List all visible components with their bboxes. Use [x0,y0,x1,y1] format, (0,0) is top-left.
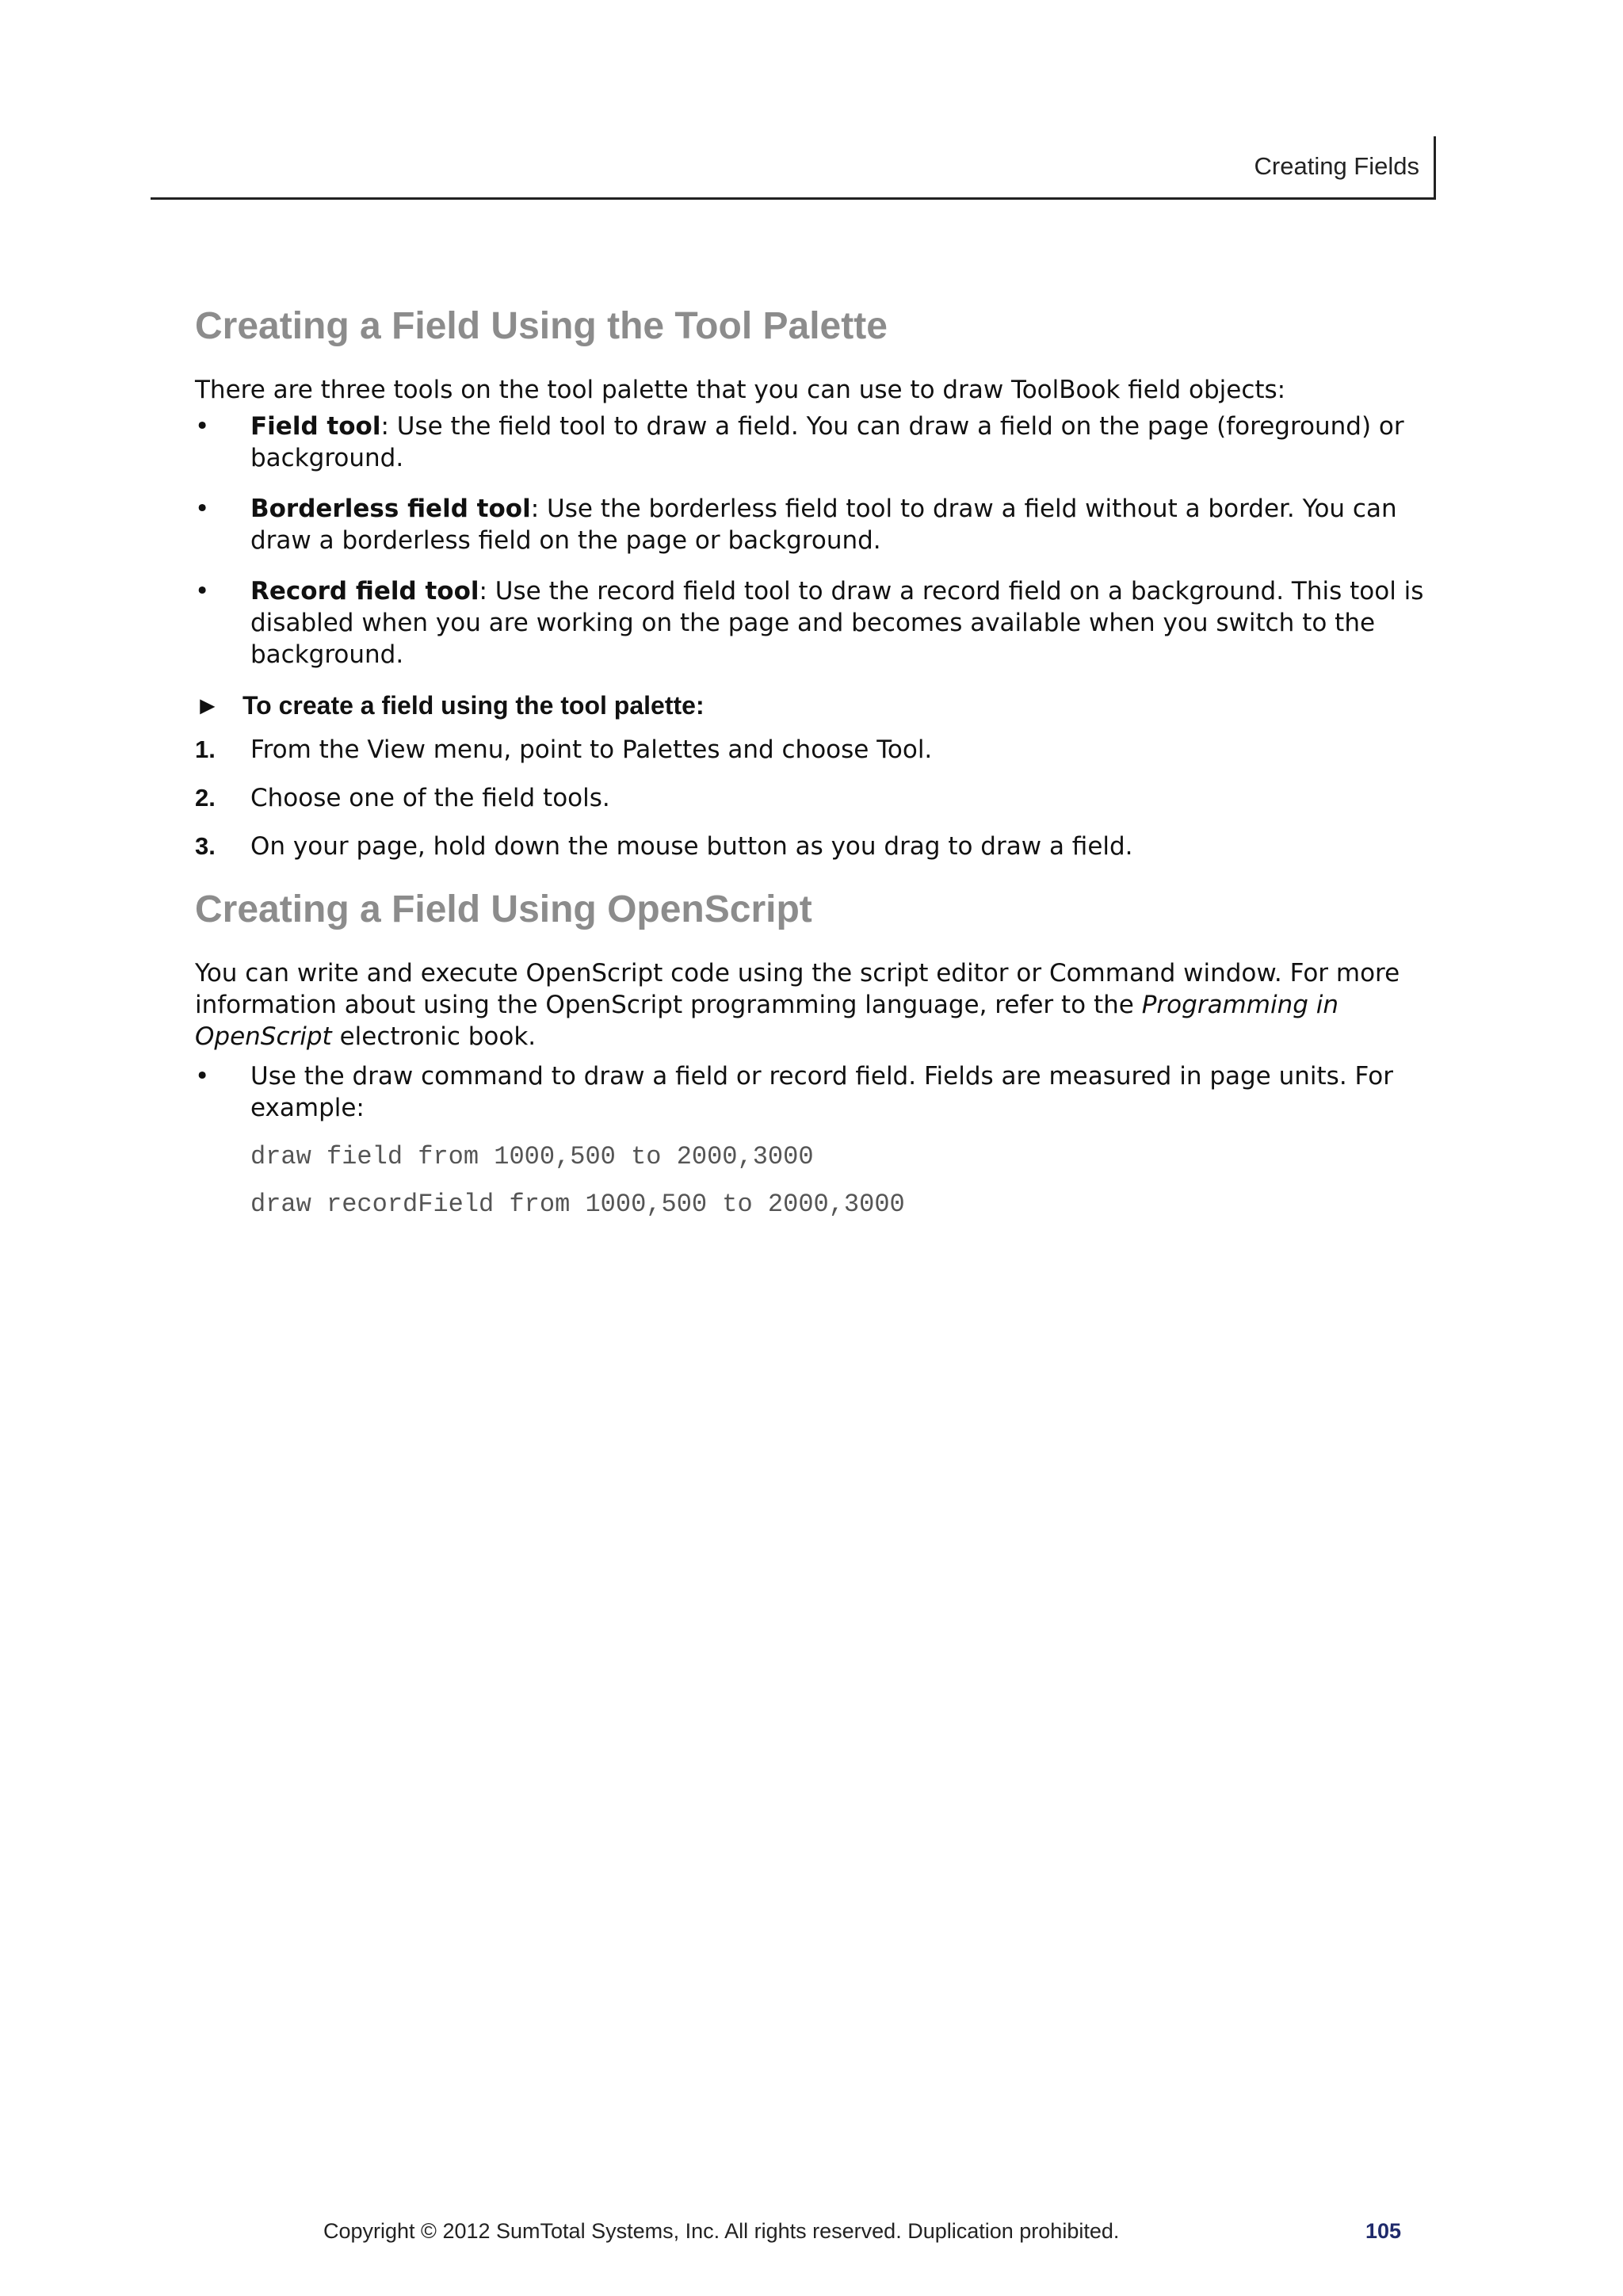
page-footer [323,2219,1401,2244]
list-item [195,493,1431,556]
step-text: Choose one of the field tools. [250,784,610,812]
procedure-title: To create a field using the tool palette: [242,691,705,720]
copyright-text: Copyright © 2012 SumTotal Systems, Inc. All rights reserved. Duplication prohibited. [323,2219,1120,2243]
bullet-icon: • [195,577,210,606]
openscript-bullet-list [195,1060,1431,1124]
intro-text-end: electronic book. [331,1022,537,1051]
bullet-text: : Use the field tool to draw a field. You can draw a field on the page (foreground) or background. [250,412,1404,472]
procedure-heading [195,690,1431,721]
code-line: draw field from 1000,500 to 2000,3000 [250,1142,814,1171]
bullet-term: Borderless field tool [250,495,531,523]
section-intro-openscript [195,957,1431,1052]
bullet-term: Record field tool [250,577,479,606]
list-item [195,411,1431,474]
code-line: draw recordField from 1000,500 to 2000,3000 [250,1190,905,1219]
step-text: On your page, hold down the mouse button as you drag to draw a field. [250,832,1133,861]
bullet-text: : Use the borderless field tool to draw a field without a border. You can draw a borderless field on the page or background. [250,495,1397,555]
page-content [195,300,1431,1221]
section-heading-openscript: Creating a Field Using OpenScript [195,888,812,930]
bullet-term: Field tool [250,412,381,441]
list-item [195,575,1431,670]
list-item [195,782,1431,814]
step-number: 1. [195,735,216,763]
list-item [195,734,1431,766]
book-title-link: Programming in OpenScript [195,991,1339,1051]
step-text: From the View menu, point to Palettes and choose Tool. [250,735,933,764]
bullet-text: Use the draw command to draw a field or record field. Fields are measured in page units. For example: [250,1062,1393,1122]
bullet-icon: • [195,412,210,441]
tool-bullet-list [195,411,1431,670]
triangle-right-icon: ► [195,691,220,720]
intro-text: You can write and execute OpenScript code using the script editor or Command window. For more information about using the OpenScript programming language, refer to the [195,959,1400,1019]
running-header-title: Creating Fields [1254,152,1419,180]
list-item [195,831,1431,862]
section-heading-tool-palette: Creating a Field Using the Tool Palette [195,305,888,347]
list-item [195,1060,1431,1124]
running-header [151,136,1436,200]
bullet-icon: • [195,1062,210,1091]
bullet-text: : Use the record field tool to draw a record field on a background. This tool is disabled when you are working on the page and becomes available when you switch to the background. [250,577,1424,669]
step-number: 3. [195,832,216,860]
page-number: 105 [1365,2219,1401,2243]
section-intro-tool-palette: There are three tools on the tool palette that you can use to draw ToolBook field objects: [195,376,1286,404]
step-number: 2. [195,784,216,812]
bullet-icon: • [195,495,210,523]
procedure-steps [195,734,1431,862]
